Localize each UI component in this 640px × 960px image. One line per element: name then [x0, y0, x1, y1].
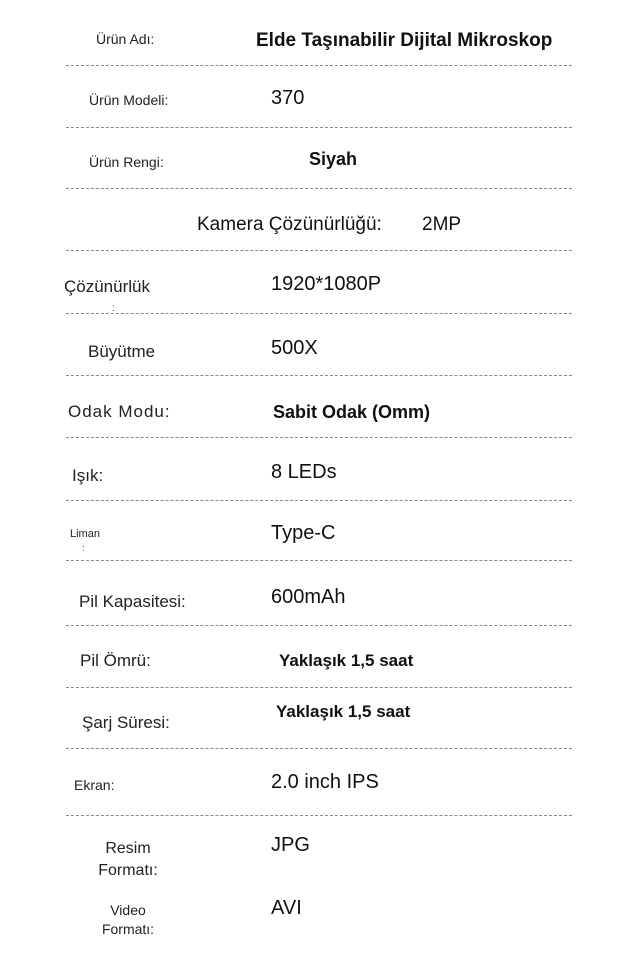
spec-value-video-format: AVI [271, 897, 302, 919]
spec-value-model: 370 [271, 87, 305, 109]
spec-value-light: 8 LEDs [271, 461, 337, 483]
spec-label-magnification: Büyütme [88, 342, 156, 361]
spec-label-product-name: Ürün Adı: [96, 31, 155, 47]
divider [66, 748, 572, 749]
spec-label-port-colon: : [82, 543, 85, 553]
divider [66, 687, 572, 688]
divider [66, 437, 572, 438]
spec-value-battery-life: Yaklaşık 1,5 saat [279, 651, 414, 670]
spec-value-image-format: JPG [271, 834, 310, 856]
spec-label-screen: Ekran: [74, 777, 115, 793]
divider [66, 625, 572, 626]
spec-label-video-format-line2: Formatı: [101, 920, 155, 937]
spec-value-color: Siyah [309, 149, 358, 169]
spec-label-image-format-line2: Formatı: [98, 861, 158, 879]
spec-value-screen: 2.0 inch IPS [271, 771, 379, 793]
spec-label-camera-resolution: Kamera Çözünürlüğü: [197, 214, 382, 235]
spec-label-image-format [88, 838, 168, 881]
divider [66, 500, 572, 501]
spec-label-port: Liman [70, 528, 100, 540]
spec-value-charge-time: Yaklaşık 1,5 saat [276, 702, 411, 721]
spec-value-battery-capacity: 600mAh [271, 586, 346, 608]
spec-label-charge-time: Şarj Süresi: [82, 713, 170, 732]
spec-label-light: Işık: [72, 466, 104, 485]
spec-label-model: Ürün Modeli: [89, 92, 169, 108]
spec-value-product-name: Elde Taşınabilir Dijital Mikroskop [256, 30, 553, 51]
spec-value-camera-resolution: 2MP [422, 214, 462, 235]
spec-label-image-format-line1: Resim [105, 840, 151, 857]
spec-label-video-format [88, 901, 168, 939]
spec-label-resolution: Çözünürlük [64, 277, 150, 296]
spec-label-resolution-colon: : [112, 303, 115, 314]
spec-label-focus-mode: Odak Modu: [68, 402, 171, 421]
divider [66, 188, 572, 189]
divider [66, 127, 572, 128]
spec-value-resolution: 1920*1080P [271, 273, 382, 295]
spec-label-battery-capacity: Pil Kapasitesi: [79, 592, 186, 611]
spec-label-battery-life: Pil Ömrü: [80, 651, 151, 670]
spec-label-color: Ürün Rengi: [89, 154, 164, 170]
divider [66, 560, 572, 561]
spec-value-port: Type-C [271, 522, 336, 544]
divider [66, 65, 572, 66]
spec-label-video-format-line1: Video [110, 902, 146, 918]
spec-value-focus-mode: Sabit Odak (Omm) [273, 402, 431, 422]
divider [66, 375, 572, 376]
divider [66, 250, 572, 251]
spec-value-magnification: 500X [271, 337, 318, 359]
divider [66, 815, 572, 816]
divider [66, 313, 572, 314]
